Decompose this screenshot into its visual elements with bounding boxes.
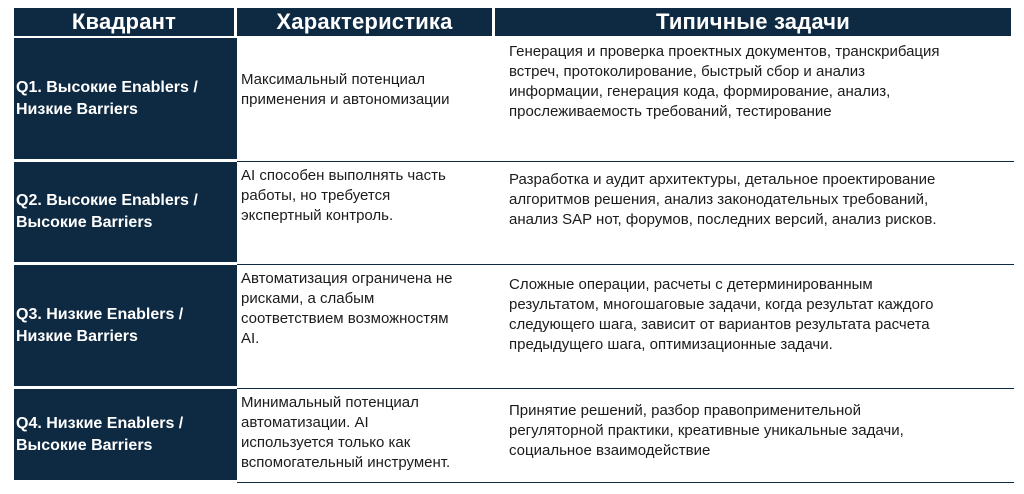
header-characteristic: Характеристика	[237, 8, 495, 38]
quadrant-q3	[14, 265, 237, 389]
header-quadrant: Квадрант	[14, 8, 237, 38]
tasks-q2: Разработка и аудит архитектуры, детальное проектирование алгоритмов решения, анализ законодательных требований, анализ SAP нот, форумов, последних версий, анализ рисков.	[495, 162, 1014, 265]
quadrant-q4	[14, 389, 237, 483]
quadrant-q1-label: Q1. Высокие Enablers / Низкие Barriers	[16, 78, 198, 118]
quadrant-q3-label: Q3. Низкие Enablers / Низкие Barriers	[16, 305, 184, 345]
characteristic-q1: Максимальный потенциал применения и автономизации	[237, 38, 495, 162]
quadrant-q2-label: Q2. Высокие Enablers / Высокие Barriers	[16, 192, 198, 231]
characteristic-q2: AI способен выполнять часть работы, но требуется экспертный контроль.	[237, 162, 495, 265]
tasks-q1: Генерация и проверка проектных документов, транскрибация встреч, протоколирование, быстрый сбор и анализ информации, генерация кода, формирование, анализ, прослеживаемость требований, тестирование	[495, 38, 1014, 162]
quadrant-table	[14, 8, 1014, 483]
tasks-q3: Сложные операции, расчеты с детерминированным результатом, многошаговые задачи, когда результат каждого следующего шага, зависит от вариантов результата расчета предыдущего шага, оптимизационные задачи.	[495, 265, 1014, 389]
quadrant-q4-label: Q4. Низкие Enablers / Высокие Barriers	[16, 414, 184, 454]
tasks-q4: Принятие решений, разбор правоприменительной регуляторной практики, креативные уникальные задачи, социальное взаимодействие	[495, 389, 1014, 483]
characteristic-q4: Минимальный потенциал автоматизации. AI используется только как вспомогательный инструмент.	[237, 389, 495, 483]
header-tasks: Типичные задачи	[495, 8, 1014, 38]
characteristic-q3: Автоматизация ограничена не рисками, а слабым соответствием возможностям AI.	[237, 265, 495, 389]
quadrant-q2	[14, 162, 237, 265]
quadrant-q1	[14, 38, 237, 162]
